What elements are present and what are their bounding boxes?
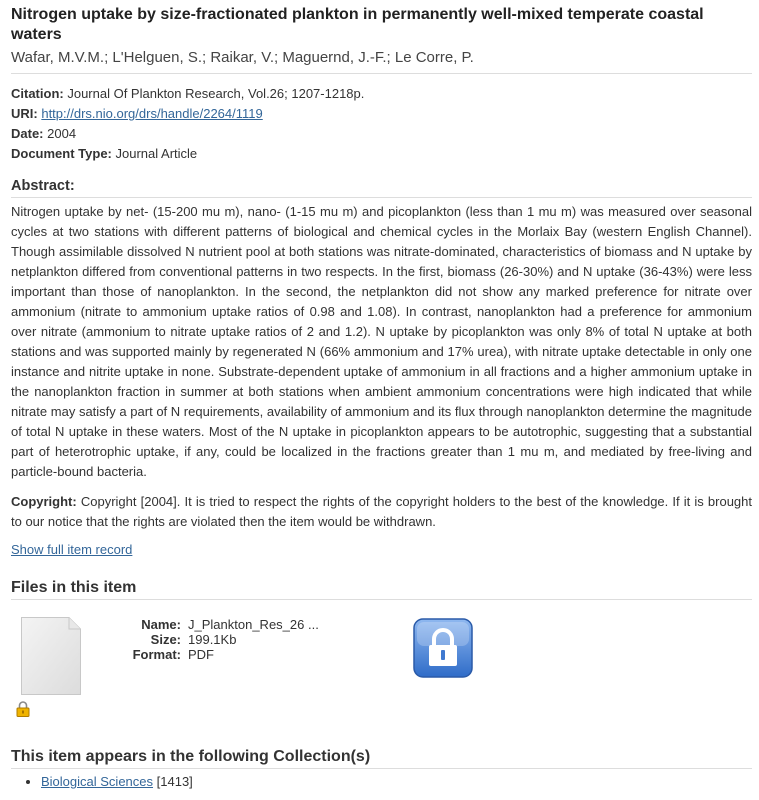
collections-heading: This item appears in the following Collection(s) [11, 748, 371, 765]
file-entry [11, 603, 752, 728]
date-row [11, 124, 752, 144]
file-format-value: PDF [188, 647, 214, 662]
lock-access-icon[interactable] [413, 618, 473, 678]
uri-label: URI: [11, 106, 38, 121]
files-heading: Files in this item [11, 579, 137, 596]
uri-row [11, 104, 752, 124]
show-full-record-link[interactable]: Show full item record [11, 542, 133, 557]
padlock-icon [16, 701, 30, 717]
file-size-value: 199.1Kb [188, 632, 237, 647]
files-divider [11, 599, 752, 600]
uri-link[interactable]: http://drs.nio.org/drs/handle/2264/1119 [41, 106, 263, 121]
copyright-block [11, 492, 752, 532]
copyright-text: Copyright [2004]. It is tried to respect the rights of the copyright holders to the best of the knowledge. If it is brought to our notice that the rights are violated then the item would be withdrawn. [11, 494, 752, 529]
metadata-block [11, 84, 752, 164]
document-thumbnail-icon[interactable] [21, 617, 81, 695]
citation-label: Citation: [11, 86, 64, 101]
abstract-text: Nitrogen uptake by net- (15-200 mu m), nano- (1-15 mu m) and picoplankton (less than 1 mu m) was measured over seasonal cycles at two stations with different patterns of biological and chemical cycles in the Morlaix Bay (western English Channel). Though assimilable dissolved N nutrient pool at both stations was nitrate-dominated, characteristics of biomass and N uptake by netplankton differed from conventional patterns in two respects. In the first, biomass (26-30%) and N uptake (36-43%) were less important than those of nanoplankton. In the second, the netplankton did not show any marked preference for nitrate over ammonium (nitrate to ammonium uptake ratios of 0.98 and 1.08). In contrast, nanoplankton had a preference for ammonium over nitrate (ammonium to nitrate uptake ratios of 2 and 1.2). N uptake by picoplankton was only 8% of total N uptake at both stations and was supported mainly by regenerated N (66% ammonium and 17% urea), with nitrate uptake detectable in only one instance and nitrite uptake in none. Substrate-dependent uptake of ammonium in all fractions and a higher ammonium uptake in the nanoplankton fraction in summer at both stations when ambient ammonium concentrations were high indicated that while nitrate may satisfy a part of N requirements, availability of ammonium and its flux through nanoplankton determine the magnitude of total N uptake in these waters. Most of the N uptake in picoplankton appears to be autotrophic, suggesting that a substantial part of heterotrophic uptake, if any, could be localized in the fractions greater than 1 mu m, and mediated by free-living and particle-bound bacteria. [11, 204, 752, 479]
title-divider [11, 73, 752, 74]
copyright-label: Copyright: [11, 494, 77, 509]
item-title: Nitrogen uptake by size-fractionated plankton in permanently well-mixed temperate coastal waters [11, 6, 704, 43]
collections-list [11, 772, 752, 792]
file-name-value: J_Plankton_Res_26 ... [188, 617, 319, 632]
file-info [111, 617, 319, 662]
file-name-label: Name: [141, 617, 181, 632]
abstract-heading: Abstract: [11, 178, 75, 194]
file-size-label: Size: [150, 632, 181, 647]
document-type-row [11, 144, 752, 164]
date-label: Date: [11, 126, 44, 141]
abstract-divider [11, 197, 752, 198]
file-format-label: Format: [132, 647, 181, 662]
collection-count: [1413] [156, 774, 193, 789]
document-type-value: Journal Article [115, 146, 198, 161]
list-item [41, 772, 752, 792]
collections-divider [11, 768, 752, 769]
document-type-label: Document Type: [11, 146, 112, 161]
collection-link-biological-sciences[interactable]: Biological Sciences [41, 774, 154, 789]
date-value: 2004 [47, 126, 77, 141]
citation-row [11, 84, 752, 104]
citation-value: Journal Of Plankton Research, Vol.26; 1207-1218p. [67, 86, 365, 101]
item-authors: Wafar, M.V.M.; L'Helguen, S.; Raikar, V.; Maguernd, J.-F.; Le Corre, P. [11, 49, 474, 66]
